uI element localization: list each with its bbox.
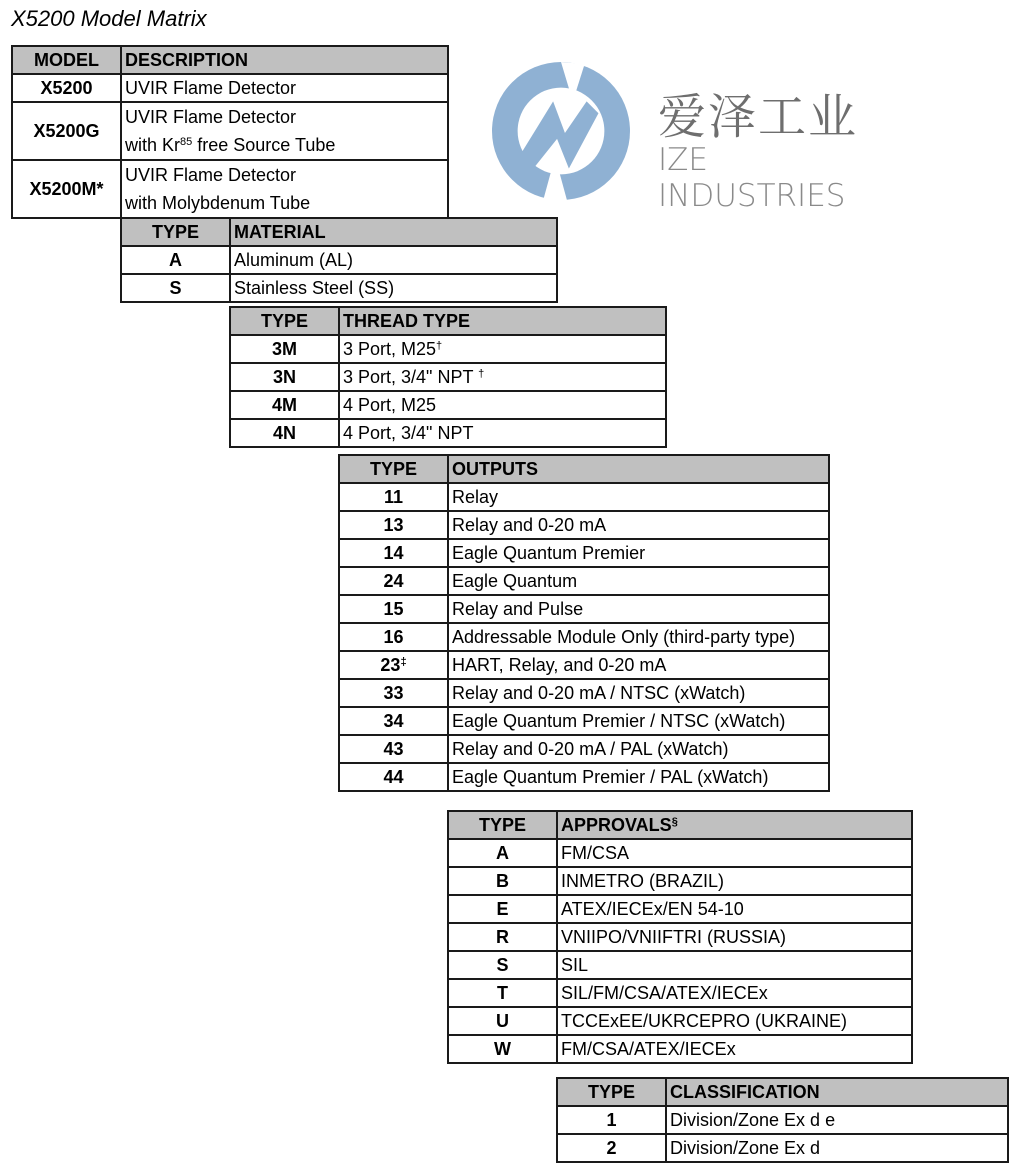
table-row	[339, 623, 829, 651]
company-logo	[492, 60, 902, 214]
description-line: with Kr	[125, 135, 181, 155]
outputs-table	[338, 454, 830, 792]
table-header-row	[230, 307, 666, 335]
ize-logo-icon	[492, 62, 630, 200]
type-code: 14	[339, 539, 448, 567]
type-code: 16	[339, 623, 448, 651]
type-code: E	[448, 895, 557, 923]
type-description: Eagle Quantum Premier / NTSC (xWatch)	[448, 707, 829, 735]
table-row	[339, 539, 829, 567]
type-description	[339, 363, 666, 391]
description-line: UVIR Flame Detector	[125, 107, 297, 127]
superscript: 85	[180, 136, 193, 148]
table-row	[448, 867, 912, 895]
type-code: A	[448, 839, 557, 867]
type-description: Relay and 0-20 mA / NTSC (xWatch)	[448, 679, 829, 707]
table-row	[339, 483, 829, 511]
approvals-table	[447, 810, 913, 1064]
column-header-type: TYPE	[339, 455, 448, 483]
type-description: ATEX/IECEx/EN 54-10	[557, 895, 912, 923]
table-row	[339, 707, 829, 735]
table-row	[121, 274, 557, 302]
table-row	[12, 160, 448, 218]
footnote-mark: †	[478, 368, 485, 380]
model-description	[121, 160, 448, 218]
type-code: A	[121, 246, 230, 274]
column-header-outputs: OUTPUTS	[448, 455, 829, 483]
type-code: S	[448, 951, 557, 979]
type-description: Division/Zone Ex d e	[666, 1106, 1008, 1134]
type-code: 2	[557, 1134, 666, 1162]
type-description: 4 Port, 3/4" NPT	[339, 419, 666, 447]
type-description: Addressable Module Only (third-party type)	[448, 623, 829, 651]
column-header-type: TYPE	[448, 811, 557, 839]
type-description	[339, 335, 666, 363]
column-header-approvals	[557, 811, 912, 839]
type-description: SIL	[557, 951, 912, 979]
table-row	[339, 735, 829, 763]
type-code: S	[121, 274, 230, 302]
logo-chinese-name: 爱泽工业	[658, 89, 859, 145]
table-row	[230, 363, 666, 391]
table-row	[339, 511, 829, 539]
column-header-thread-type: THREAD TYPE	[339, 307, 666, 335]
table-row	[339, 595, 829, 623]
classification-table	[556, 1077, 1009, 1163]
type-description: FM/CSA	[557, 839, 912, 867]
table-row	[230, 419, 666, 447]
model-code: X5200M*	[12, 160, 121, 218]
type-description: HART, Relay, and 0-20 mA	[448, 651, 829, 679]
table-row	[557, 1134, 1008, 1162]
type-code	[339, 651, 448, 679]
table-header-row	[12, 46, 448, 74]
model-description	[121, 102, 448, 160]
type-description: Aluminum (AL)	[230, 246, 557, 274]
model-table	[11, 45, 449, 219]
table-row	[448, 923, 912, 951]
thread-type-table	[229, 306, 667, 448]
table-row	[121, 246, 557, 274]
table-row	[339, 679, 829, 707]
table-header-row	[339, 455, 829, 483]
footnote-mark: †	[436, 340, 443, 352]
column-header-classification: CLASSIFICATION	[666, 1078, 1008, 1106]
table-row	[448, 895, 912, 923]
type-description: Relay and 0-20 mA / PAL (xWatch)	[448, 735, 829, 763]
type-description: VNIIPO/VNIIFTRI (RUSSIA)	[557, 923, 912, 951]
column-header-type: TYPE	[557, 1078, 666, 1106]
type-description: Stainless Steel (SS)	[230, 274, 557, 302]
table-row	[339, 763, 829, 791]
logo-english-name: IZE INDUSTRIES	[658, 142, 846, 214]
model-description: UVIR Flame Detector	[121, 74, 448, 102]
column-header-material: MATERIAL	[230, 218, 557, 246]
type-code: 33	[339, 679, 448, 707]
description-line: free Source Tube	[192, 135, 336, 155]
table-row	[448, 951, 912, 979]
type-code: 4N	[230, 419, 339, 447]
column-header-description: DESCRIPTION	[121, 46, 448, 74]
table-row	[339, 567, 829, 595]
type-code: 3M	[230, 335, 339, 363]
header-text: APPROVALS	[561, 815, 672, 835]
table-row	[12, 102, 448, 160]
table-row	[230, 391, 666, 419]
footnote-mark: ‡	[400, 656, 407, 668]
type-description: SIL/FM/CSA/ATEX/IECEx	[557, 979, 912, 1007]
description-text: 3 Port, 3/4" NPT	[343, 367, 474, 387]
description-line: UVIR Flame Detector	[125, 165, 297, 185]
type-description: Relay and 0-20 mA	[448, 511, 829, 539]
type-code: 11	[339, 483, 448, 511]
table-header-row	[557, 1078, 1008, 1106]
type-code: 13	[339, 511, 448, 539]
type-description: Division/Zone Ex d	[666, 1134, 1008, 1162]
type-code: 15	[339, 595, 448, 623]
type-code: T	[448, 979, 557, 1007]
table-row	[448, 979, 912, 1007]
type-code: 34	[339, 707, 448, 735]
type-description: TCCExEE/UKRCEPRO (UKRAINE)	[557, 1007, 912, 1035]
type-description: Relay	[448, 483, 829, 511]
column-header-type: TYPE	[121, 218, 230, 246]
table-row	[12, 74, 448, 102]
type-code: 4M	[230, 391, 339, 419]
table-row	[339, 651, 829, 679]
model-code: X5200	[12, 74, 121, 102]
material-table	[120, 217, 558, 303]
type-description: Eagle Quantum Premier / PAL (xWatch)	[448, 763, 829, 791]
description-text: 3 Port, M25	[343, 339, 437, 359]
type-code: 43	[339, 735, 448, 763]
type-description: 4 Port, M25	[339, 391, 666, 419]
page-title: X5200 Model Matrix	[11, 6, 207, 31]
type-description: INMETRO (BRAZIL)	[557, 867, 912, 895]
model-code: X5200G	[12, 102, 121, 160]
type-code: R	[448, 923, 557, 951]
code-text: 23	[380, 655, 401, 675]
type-code: 24	[339, 567, 448, 595]
column-header-type: TYPE	[230, 307, 339, 335]
type-code: 44	[339, 763, 448, 791]
table-row	[448, 839, 912, 867]
type-code: W	[448, 1035, 557, 1063]
type-description: Eagle Quantum	[448, 567, 829, 595]
description-line: with Molybdenum Tube	[125, 193, 311, 213]
type-description: Relay and Pulse	[448, 595, 829, 623]
type-description: Eagle Quantum Premier	[448, 539, 829, 567]
table-row	[448, 1035, 912, 1063]
table-header-row	[121, 218, 557, 246]
type-code: 3N	[230, 363, 339, 391]
table-row	[557, 1106, 1008, 1134]
type-code: 1	[557, 1106, 666, 1134]
table-row	[230, 335, 666, 363]
type-code: U	[448, 1007, 557, 1035]
table-row	[448, 1007, 912, 1035]
type-description: FM/CSA/ATEX/IECEx	[557, 1035, 912, 1063]
type-code: B	[448, 867, 557, 895]
table-header-row	[448, 811, 912, 839]
column-header-model: MODEL	[12, 46, 121, 74]
footnote-mark: §	[671, 816, 678, 828]
